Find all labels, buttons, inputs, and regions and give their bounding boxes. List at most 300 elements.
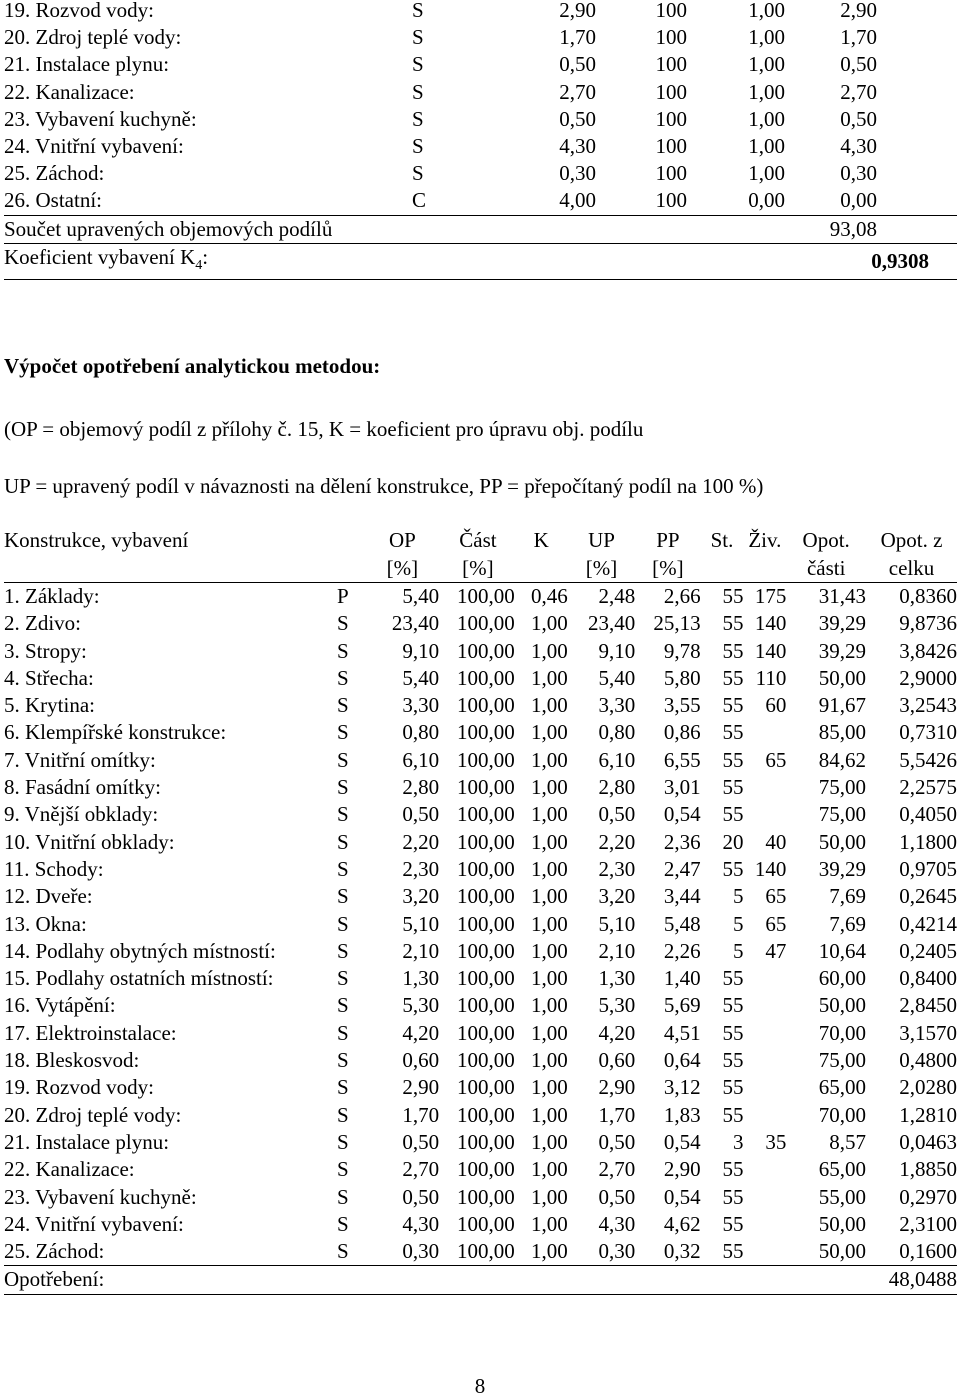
header-opot-celku-2: celku: [866, 555, 957, 583]
cell-st: 55: [722, 775, 744, 800]
table-row: [4, 79, 957, 106]
cell-up: 9,10: [598, 638, 636, 663]
cell-ziv: [743, 1074, 786, 1101]
table-row: [4, 801, 957, 828]
table-row: [4, 965, 957, 992]
cell-up: 6,10: [598, 747, 636, 772]
table-row: [4, 160, 957, 187]
cell-pp: 9,78: [663, 638, 701, 663]
cell-up: 0,60: [598, 1048, 636, 1073]
cell-pp: 2,26: [663, 938, 701, 963]
table-row: [4, 1238, 957, 1266]
cell-pp: 4,51: [663, 1020, 701, 1045]
cell-pp: 2,47: [663, 856, 701, 881]
cell-up: 2,80: [598, 775, 636, 800]
cell-cast: 100,00: [441, 1238, 515, 1266]
cell-typ: S: [336, 1048, 349, 1073]
cell-name: 6. Klempířské konstrukce:: [4, 720, 227, 745]
cell-cast: 100,00: [456, 584, 515, 608]
cell-k: 1,00: [531, 747, 568, 772]
cell-st: 55: [722, 747, 744, 772]
cell-typ: S: [336, 1211, 349, 1236]
header-pp-unit: [%]: [635, 555, 700, 583]
cell-typ: S: [336, 993, 349, 1018]
cell-up: 4,20: [598, 1020, 636, 1045]
table-row: [4, 1102, 957, 1129]
cell-op: 5,10: [402, 911, 440, 936]
cell-k: 1,00: [531, 1048, 568, 1073]
header-cast: Část: [459, 528, 497, 552]
cell-up: 4,30: [840, 134, 877, 159]
cell-oc: 65,00: [818, 1157, 867, 1182]
cell-typ: S: [336, 1157, 349, 1182]
cell-oc: 50,00: [818, 665, 867, 690]
cell-ziv: 47: [765, 938, 787, 963]
cell-oc: 70,00: [818, 1102, 867, 1127]
cell-op: 0,80: [402, 720, 440, 745]
cell-pp: 25,13: [653, 611, 701, 636]
cell-k: 1,00: [531, 856, 568, 881]
cell-cast: 100,00: [456, 856, 515, 881]
cell-oz: 1,8850: [899, 1157, 957, 1182]
cell-oz: 1,1800: [899, 829, 957, 854]
cell-name: 19. Rozvod vody:: [4, 0, 154, 22]
cell-ziv: 40: [765, 829, 787, 854]
cell-up: 2,70: [598, 1157, 636, 1182]
cell-oc: 7,69: [829, 884, 867, 909]
cell-name: 23. Vybavení kuchyně:: [4, 106, 197, 131]
cell-cast: 100,00: [456, 1184, 515, 1209]
cell-oc: 70,00: [818, 1020, 867, 1045]
cell-k: 1,00: [531, 1184, 568, 1209]
cell-st: 55: [722, 1048, 744, 1073]
cell-k: 1,00: [748, 25, 785, 50]
cell-typ: S: [336, 911, 349, 936]
cell-st: 3: [732, 1129, 744, 1154]
cell-cast: 100,00: [456, 665, 515, 690]
cell-up: 5,10: [598, 911, 636, 936]
cell-pp: 6,55: [663, 747, 701, 772]
table-row: [4, 774, 957, 801]
cell-st: 5: [732, 911, 744, 936]
cell-st: 55: [722, 966, 744, 991]
cell-typ: S: [336, 884, 349, 909]
cell-oz: 0,2405: [899, 938, 957, 963]
cell-name: 21. Instalace plynu:: [4, 52, 170, 77]
cell-k: 1,00: [531, 775, 568, 800]
cell-typ: S: [336, 1020, 349, 1045]
total-label: Opotřebení:: [4, 1266, 866, 1294]
cell-op: 2,70: [402, 1157, 440, 1182]
cell-st: 55: [722, 1020, 744, 1045]
cell-name: 7. Vnitřní omítky:: [4, 747, 156, 772]
cell-name: 2. Zdivo:: [4, 611, 81, 636]
cell-up: 1,70: [840, 25, 877, 50]
cell-up: 2,90: [598, 1075, 636, 1100]
header-ziv: Živ.: [748, 528, 782, 552]
cell-cast: 100,00: [456, 611, 515, 636]
cell-up: 0,30: [840, 161, 877, 186]
cell-oz: 1,2810: [899, 1102, 957, 1127]
cell-oc: 84,62: [818, 747, 867, 772]
cell-oc: 50,00: [818, 993, 867, 1018]
cell-pp: 1,83: [663, 1102, 701, 1127]
cell-op: 2,80: [402, 775, 440, 800]
header-k: K: [533, 528, 549, 552]
cell-typ: S: [337, 1238, 366, 1266]
cell-ziv: [743, 1102, 786, 1129]
cell-up: 3,30: [598, 693, 636, 718]
cell-oc: 50,00: [818, 829, 867, 854]
cell-oz: 2,0280: [899, 1075, 957, 1100]
cell-typ: P: [336, 584, 349, 608]
cell-op: 4,00: [502, 187, 596, 215]
cell-up: 0,50: [598, 1129, 636, 1154]
cell-cast: 100: [655, 161, 687, 186]
cell-name: 1. Základy:: [4, 584, 100, 608]
cell-name: 9. Vnější obklady:: [4, 802, 159, 827]
cell-cast: 100,00: [456, 1211, 515, 1236]
cell-oz: 3,1570: [899, 1020, 957, 1045]
cell-st: 5: [732, 938, 744, 963]
equipment-coefficient-table: [4, 0, 957, 280]
cell-typ: S: [412, 52, 424, 77]
cell-oz: 0,9705: [899, 856, 957, 881]
cell-st: 55: [722, 584, 744, 608]
cell-st: 55: [722, 1157, 744, 1182]
cell-pp: 0,54: [663, 1184, 701, 1209]
cell-pp: 1,40: [663, 966, 701, 991]
cell-up: 1,30: [598, 966, 636, 991]
cell-ziv: [743, 1211, 786, 1238]
cell-pp: 0,32: [635, 1238, 700, 1266]
cell-k: 1,00: [515, 1238, 568, 1266]
cell-up: 3,20: [598, 884, 636, 909]
cell-oz: 2,8450: [899, 993, 957, 1018]
cell-k: 1,00: [748, 134, 785, 159]
header-up-unit: [%]: [568, 555, 635, 583]
cell-op: 1,30: [402, 966, 440, 991]
wear-calculation-table: [4, 527, 957, 1295]
cell-op: 0,30: [559, 161, 596, 186]
cell-name: 5. Krytina:: [4, 693, 95, 718]
cell-k: 1,00: [531, 829, 568, 854]
cell-oc: 39,29: [818, 611, 867, 636]
table-row: [4, 1074, 957, 1101]
cell-typ: S: [336, 720, 349, 745]
cell-cast: 100,00: [456, 911, 515, 936]
table-row: [4, 1129, 957, 1156]
cell-cast: 100: [655, 134, 687, 159]
cell-cast: 100,00: [456, 1075, 515, 1100]
cell-k: 1,00: [531, 884, 568, 909]
cell-st: 20: [722, 829, 744, 854]
cell-up: 2,30: [598, 856, 636, 881]
cell-op: 2,30: [402, 856, 440, 881]
cell-pp: 2,66: [663, 584, 701, 608]
cell-typ: S: [336, 611, 349, 636]
table-row: [4, 911, 957, 938]
cell-k: 1,00: [531, 1129, 568, 1154]
cell-op: 9,10: [402, 638, 440, 663]
page-number: 8: [474, 1374, 486, 1398]
cell-up: 0,50: [598, 1184, 636, 1209]
cell-op: 4,20: [402, 1020, 440, 1045]
cell-op: 0,50: [559, 106, 596, 131]
cell-oc: 10,64: [818, 938, 867, 963]
legend-note-line-2: UP = upravený podíl v návaznosti na dělení konstrukce, PP = přepočítaný podíl na 100 %): [4, 474, 764, 498]
cell-oc: 7,69: [829, 911, 867, 936]
cell-up: 0,00: [785, 187, 877, 215]
cell-pp: 3,44: [663, 884, 701, 909]
sum-label: Součet upravených objemových podílů: [4, 215, 785, 243]
cell-cast: 100: [655, 106, 687, 131]
cell-ziv: 65: [765, 747, 787, 772]
coefficient-row: [4, 243, 957, 279]
cell-st: 5: [732, 884, 744, 909]
cell-ziv: 175: [754, 584, 787, 608]
cell-typ: S: [336, 1184, 349, 1209]
total-row: [4, 1266, 957, 1294]
cell-st: 55: [722, 993, 744, 1018]
cell-oz: 2,2575: [899, 775, 957, 800]
cell-name: 21. Instalace plynu:: [4, 1129, 170, 1154]
cell-oc: 55,00: [818, 1184, 867, 1209]
cell-ziv: [743, 1156, 786, 1183]
cell-op: 3,20: [402, 884, 440, 909]
cell-k: 1,00: [748, 79, 785, 104]
cell-ziv: 65: [765, 884, 787, 909]
cell-op: 5,40: [402, 665, 440, 690]
header-st: St.: [710, 528, 734, 552]
cell-st: 55: [722, 802, 744, 827]
table-row: [4, 938, 957, 965]
cell-up: 0,50: [598, 802, 636, 827]
cell-st: 55: [722, 720, 744, 745]
cell-cast: 100,00: [456, 1020, 515, 1045]
cell-op: 0,50: [559, 52, 596, 77]
cell-k: 1,00: [531, 1211, 568, 1236]
cell-k: 1,00: [531, 611, 568, 636]
header-opot-casti: Opot.: [802, 528, 850, 552]
cell-ziv: 140: [754, 638, 787, 663]
cell-name: 14. Podlahy obytných místností:: [4, 938, 276, 963]
cell-k: 1,00: [748, 106, 785, 131]
cell-oz: 0,4050: [899, 802, 957, 827]
cell-name: 16. Vytápění:: [4, 993, 116, 1018]
header-op: OP: [388, 528, 416, 552]
cell-ziv: [743, 1020, 786, 1047]
cell-cast: 100,00: [456, 938, 515, 963]
cell-pp: 5,80: [663, 665, 701, 690]
cell-oz: 0,0463: [899, 1129, 957, 1154]
cell-name: 25. Záchod:: [4, 161, 105, 186]
cell-oz: 0,2645: [899, 884, 957, 909]
cell-cast: 100,00: [456, 1157, 515, 1182]
cell-ziv: [743, 1184, 786, 1211]
cell-op: 2,90: [402, 1075, 440, 1100]
cell-name: 17. Elektroinstalace:: [4, 1020, 177, 1045]
cell-st: 55: [722, 638, 744, 663]
section-heading: Výpočet opotřebení analytickou metodou:: [4, 354, 381, 378]
cell-pp: 0,54: [663, 802, 701, 827]
cell-op: 0,50: [402, 802, 440, 827]
table-row: [4, 883, 957, 910]
table-row: [4, 133, 957, 160]
cell-typ: S: [412, 25, 424, 50]
cell-op: 5,40: [402, 584, 440, 608]
table-row: [4, 610, 957, 637]
table-row: [4, 1184, 957, 1211]
cell-op: 0,30: [366, 1238, 442, 1266]
table-row: [4, 187, 957, 215]
cell-ziv: [743, 719, 786, 746]
cell-cast: 100,00: [456, 884, 515, 909]
cell-pp: 2,36: [663, 829, 701, 854]
cell-typ: S: [336, 638, 349, 663]
cell-st: 55: [722, 1075, 744, 1100]
cell-name: 3. Stropy:: [4, 638, 87, 663]
cell-name: 15. Podlahy ostatních místností:: [4, 966, 274, 991]
header-row-2: [4, 555, 957, 583]
table-row: [4, 0, 957, 24]
cell-typ: S: [336, 802, 349, 827]
cell-typ: S: [336, 856, 349, 881]
cell-oc: 65,00: [818, 1075, 867, 1100]
header-row-1: [4, 527, 957, 555]
cell-cast: 100,00: [456, 1048, 515, 1073]
cell-name: 22. Kanalizace:: [4, 1157, 135, 1182]
cell-typ: S: [412, 134, 424, 159]
cell-k: 0,46: [531, 584, 568, 608]
table-row: [4, 665, 957, 692]
cell-ziv: 140: [754, 611, 787, 636]
cell-up: 2,20: [598, 829, 636, 854]
cell-oz: 0,4214: [899, 911, 957, 936]
cell-typ: S: [412, 0, 424, 22]
cell-op: 0,50: [402, 1129, 440, 1154]
cell-oc: 39,29: [818, 856, 867, 881]
cell-oc: 31,43: [818, 584, 867, 608]
cell-k: 1,00: [531, 993, 568, 1018]
cell-ziv: [743, 801, 786, 828]
cell-typ: S: [336, 938, 349, 963]
cell-name: 20. Zdroj teplé vody:: [4, 1102, 182, 1127]
cell-k: 1,00: [531, 720, 568, 745]
cell-k: 1,00: [531, 1020, 568, 1045]
cell-ziv: 60: [765, 693, 787, 718]
cell-ziv: [743, 1047, 786, 1074]
cell-cast: 100: [655, 0, 687, 22]
cell-k: 1,00: [748, 0, 785, 22]
cell-cast: 100: [655, 79, 687, 104]
cell-k: 1,00: [531, 1102, 568, 1127]
cell-ziv: [743, 992, 786, 1019]
header-up: UP: [588, 528, 615, 552]
cell-oc: 85,00: [818, 720, 867, 745]
cell-cast: 100,00: [456, 775, 515, 800]
cell-op: 6,10: [402, 747, 440, 772]
cell-op: 4,30: [559, 134, 596, 159]
equipment-rows: [4, 0, 957, 215]
cell-oz: 0,8400: [899, 966, 957, 991]
cell-k: 1,00: [531, 938, 568, 963]
cell-pp: 5,69: [663, 993, 701, 1018]
table-row: [4, 24, 957, 51]
table-row: [4, 992, 957, 1019]
cell-ziv: [743, 965, 786, 992]
cell-up: 0,50: [840, 52, 877, 77]
cell-typ: S: [336, 665, 349, 690]
cell-oz: 3,2543: [899, 693, 957, 718]
cell-op: 4,30: [402, 1211, 440, 1236]
cell-name: 8. Fasádní omítky:: [4, 775, 161, 800]
cell-cast: 100,00: [456, 802, 515, 827]
cell-k: 1,00: [531, 911, 568, 936]
cell-op: 2,70: [559, 79, 596, 104]
header-construction: Konstrukce, vybavení: [4, 528, 189, 552]
cell-st: 55: [722, 693, 744, 718]
cell-up: 5,40: [598, 665, 636, 690]
coefficient-label: Koeficient vybavení $K_4$:: [4, 243, 785, 279]
cell-pp: 0,54: [663, 1129, 701, 1154]
cell-oc: 50,00: [786, 1238, 866, 1266]
cell-pp: 2,90: [663, 1157, 701, 1182]
cell-k: 1,00: [531, 665, 568, 690]
coefficient-value: 0,9308: [785, 243, 957, 279]
cell-st: 55: [722, 665, 744, 690]
cell-cast: 100: [655, 25, 687, 50]
cell-op: 0,60: [402, 1048, 440, 1073]
cell-k: 1,00: [531, 1075, 568, 1100]
header-opot-casti-2: části: [786, 555, 866, 583]
table-row: [4, 51, 957, 78]
cell-k: 1,00: [531, 802, 568, 827]
cell-cast: 100: [655, 52, 687, 77]
cell-oz: 9,8736: [899, 611, 957, 636]
cell-oc: 75,00: [818, 775, 867, 800]
cell-up: 4,30: [598, 1211, 636, 1236]
cell-cast: 100,00: [456, 747, 515, 772]
cell-cast: 100,00: [456, 720, 515, 745]
table-row: [4, 1211, 957, 1238]
cell-oc: 39,29: [818, 638, 867, 663]
cell-name: 23. Vybavení kuchyně:: [4, 1184, 197, 1209]
cell-oc: 91,67: [818, 693, 867, 718]
cell-cast: 100,00: [456, 993, 515, 1018]
cell-name: 20. Zdroj teplé vody:: [4, 25, 182, 50]
cell-oz: 0,8360: [899, 584, 957, 608]
legend-note-line-1: (OP = objemový podíl z přílohy č. 15, K = koeficient pro úpravu obj. podílu: [4, 417, 644, 441]
cell-up: 1,70: [598, 1102, 636, 1127]
cell-st: 55: [722, 1211, 744, 1236]
cell-pp: 3,55: [663, 693, 701, 718]
cell-pp: 0,64: [663, 1048, 701, 1073]
cell-up: 0,80: [598, 720, 636, 745]
table-row: [4, 829, 957, 856]
cell-pp: 5,48: [663, 911, 701, 936]
cell-k: 1,00: [531, 693, 568, 718]
cell-st: 55: [722, 611, 744, 636]
cell-oc: 8,57: [829, 1129, 867, 1154]
cell-k: 1,00: [531, 966, 568, 991]
cell-op: 3,30: [402, 693, 440, 718]
cell-up: 0,30: [568, 1238, 635, 1266]
cell-ziv: 65: [765, 911, 787, 936]
cell-k: 1,00: [748, 52, 785, 77]
cell-ziv: 110: [755, 665, 787, 690]
cell-name: 10. Vnitřní obklady:: [4, 829, 175, 854]
